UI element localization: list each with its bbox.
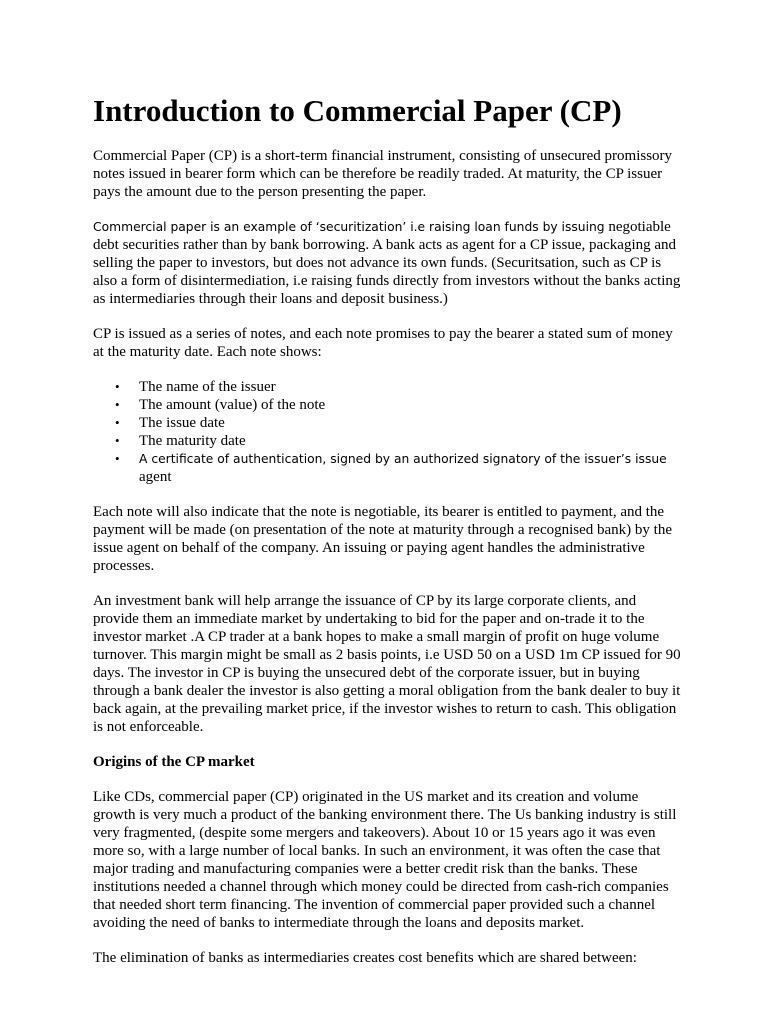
- list-item: • The maturity date: [139, 432, 683, 450]
- paragraph-negotiable: Each note will also indicate that the note is negotiable, its bearer is entitled to payment, and the payment will be made (on presentation of the note at maturity through a recognised bank) by the issue agent on behalf of the company. An issuing or paying agent handles the administrative processes.: [93, 504, 672, 574]
- certificate-lead: A certificate of authentication, signed by an authorized signatory of the issuer’s issue: [139, 452, 667, 466]
- paragraph-definition: Commercial Paper (CP) is a short-term financial instrument, consisting of unsecured promissory notes issued in bearer form which can be therefore be readily traded. At maturity, the CP issuer pays the amount due to the person presenting the paper.: [93, 148, 673, 200]
- paragraph-elimination: The elimination of banks as intermediaries creates cost benefits which are shared between:: [93, 950, 637, 966]
- section-heading-origins: Origins of the CP market: [93, 754, 255, 770]
- paragraph-origins: Like CDs, commercial paper (CP) originated in the US market and its creation and volume growth is very much a product of the banking environment there. The Us banking industry is still very fragmented, (despite some mergers and takeovers). About 10 or 15 years ago it was even more so, with a large number of local banks. In such an environment, it was often the case that major trading and manufacturing companies were a better credit risk than the banks. These institutions needed a channel through which money could be directed from cash-rich companies that needed short term financing. The invention of commercial paper provided such a channel avoiding the need of banks to intermediate through the loans and deposits market.: [93, 789, 677, 931]
- paragraph-investment-bank: An investment bank will help arrange the issuance of CP by its large corporate clients, and provide them an immediate market by undertaking to bid for the paper and on-trade it to the investor market .A CP trader at a bank hopes to make a small margin of profit on huge volume turnover. This margin might be small as 2 basis points, i.e USD 50 on a USD 1m CP issued for 90 days. The investor in CP is buying the unsecured debt of the corporate issuer, but in buying through a bank dealer the investor is also getting a moral obligation from the bank dealer to buy it back again, at the prevailing market price, if the investor wishes to return to cash. This obligation is not enforceable.: [93, 593, 681, 735]
- list-item: • The name of the issuer: [139, 378, 683, 396]
- paragraph-securitization: [93, 218, 683, 308]
- list-item: [139, 450, 683, 486]
- list-item: • The amount (value) of the note: [139, 396, 683, 414]
- list-item: • The issue date: [139, 414, 683, 432]
- paragraph-notes-intro: CP is issued as a series of notes, and each note promises to pay the bearer a stated sum of money at the maturity date. Each note shows:: [93, 326, 673, 360]
- securitization-lead: Commercial paper is an example of ‘securitization’ i.e raising loan funds by issuing: [93, 220, 605, 234]
- certificate-rest: agent: [139, 469, 172, 485]
- note-contents-list: [93, 378, 683, 486]
- securitization-rest: negotiable debt securities rather than by bank borrowing. A bank acts as agent for a CP issue, packaging and selling the paper to investors, but does not advance its own funds. (Securitsation, such as CP is also a form of disintermediation, i.e raising funds directly from investors without the banks acting as intermediaries through their loans and deposit business.): [93, 219, 681, 307]
- page-title: Introduction to Commercial Paper (CP): [93, 93, 622, 128]
- document-body: [93, 147, 683, 984]
